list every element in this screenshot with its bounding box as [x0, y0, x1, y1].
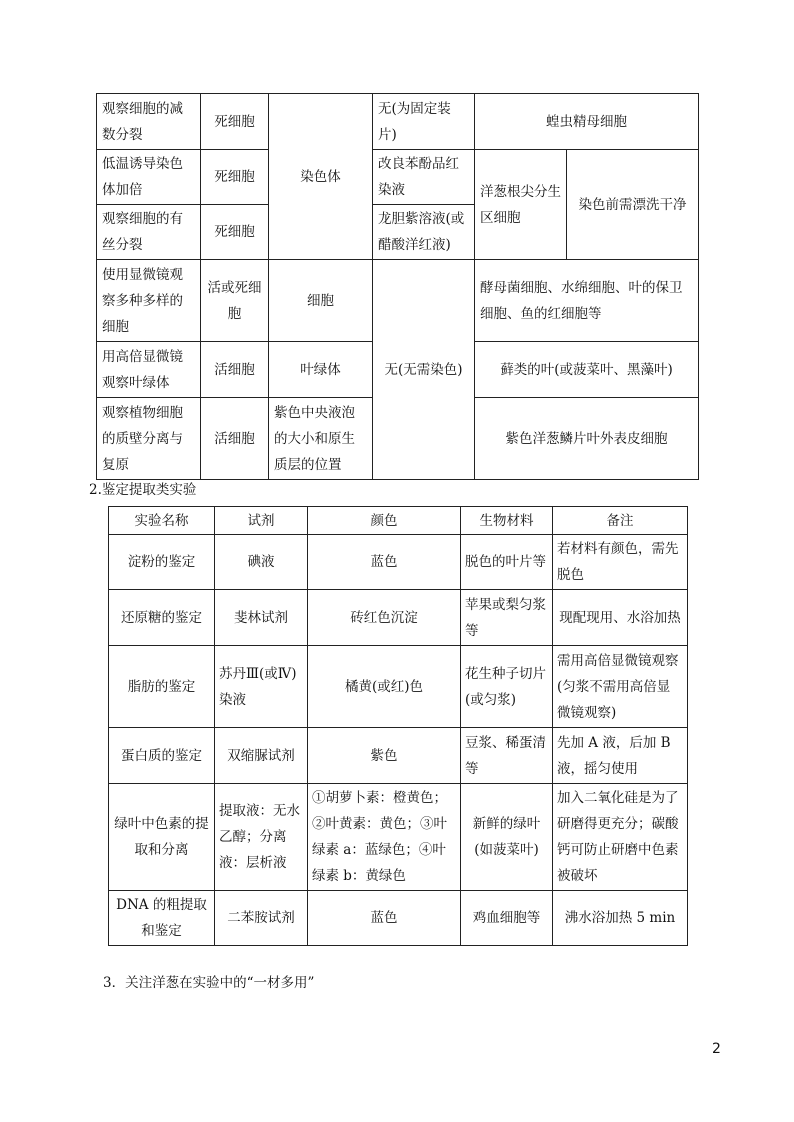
- identification-experiments-table: [108, 506, 688, 946]
- t2-cell: 二苯胺试剂: [215, 891, 308, 946]
- t1-cell: 观察植物细胞的质壁分离与复原: [97, 398, 201, 480]
- t2-cell: 蛋白质的鉴定: [109, 728, 215, 784]
- t1-cell: 用高倍显微镜观察叶绿体: [97, 342, 201, 398]
- t1-cell: 观察细胞的有丝分裂: [97, 205, 201, 260]
- t1-cell: 使用显微镜观察多种多样的细胞: [97, 260, 201, 342]
- t2-header: 试剂: [215, 507, 308, 535]
- t2-cell: 脱色的叶片等: [461, 535, 553, 590]
- t1-cell: 死细胞: [201, 205, 269, 260]
- page-number: 2: [712, 1041, 721, 1057]
- t1-cell: 观察细胞的减数分裂: [97, 94, 201, 150]
- t1-cell: 龙胆紫溶液(或醋酸洋红液): [373, 205, 475, 260]
- t1-cell: 染色体: [269, 94, 373, 260]
- t2-cell: 花生种子切片(或匀浆): [461, 646, 553, 728]
- t1-cell: 细胞: [269, 260, 373, 342]
- t2-cell: 双缩脲试剂: [215, 728, 308, 784]
- t2-cell: 碘液: [215, 535, 308, 590]
- t1-cell: 紫色洋葱鳞片叶外表皮细胞: [475, 398, 699, 480]
- t2-cell: 提取液：无水乙醇；分离液：层析液: [215, 784, 308, 891]
- t2-cell: ①胡萝卜素：橙黄色；②叶黄素：黄色；③叶绿素 a：蓝绿色；④叶绿素 b：黄绿色: [308, 784, 461, 891]
- t1-cell: 酵母菌细胞、水绵细胞、叶的保卫细胞、鱼的红细胞等: [475, 260, 699, 342]
- t2-cell: 需用高倍显微镜观察(匀浆不需用高倍显微镜观察): [553, 646, 688, 728]
- t2-cell: 橘黄(或红)色: [308, 646, 461, 728]
- t1-cell: 改良苯酚品红染液: [373, 150, 475, 205]
- t2-cell: 蓝色: [308, 891, 461, 946]
- t2-cell: 苏丹Ⅲ(或Ⅳ)染液: [215, 646, 308, 728]
- t2-cell: 现配现用、水浴加热: [553, 590, 688, 646]
- t2-cell: 先加 A 液，后加 B 液，摇匀使用: [553, 728, 688, 784]
- t1-cell: 无(无需染色): [373, 260, 475, 480]
- t2-cell: 苹果或梨匀浆等: [461, 590, 553, 646]
- t2-cell: 砖红色沉淀: [308, 590, 461, 646]
- section-2-title: 2.鉴定提取类实验: [89, 482, 197, 498]
- t2-cell: 绿叶中色素的提取和分离: [109, 784, 215, 891]
- t2-cell: 沸水浴加热 5 min: [553, 891, 688, 946]
- t1-cell: 低温诱导染色体加倍: [97, 150, 201, 205]
- t1-cell: 紫色中央液泡的大小和原生质层的位置: [269, 398, 373, 480]
- t1-cell: 蝗虫精母细胞: [475, 94, 699, 150]
- t1-cell: 染色前需漂洗干净: [567, 150, 699, 260]
- t2-header: 颜色: [308, 507, 461, 535]
- t2-header: 备注: [553, 507, 688, 535]
- t2-cell: 若材料有颜色，需先脱色: [553, 535, 688, 590]
- t1-cell: 活细胞: [201, 398, 269, 480]
- t1-cell: 死细胞: [201, 150, 269, 205]
- t2-cell: 脂肪的鉴定: [109, 646, 215, 728]
- t2-cell: 紫色: [308, 728, 461, 784]
- t2-cell: 豆浆、稀蛋清等: [461, 728, 553, 784]
- t2-header: 生物材料: [461, 507, 553, 535]
- t2-cell: 淀粉的鉴定: [109, 535, 215, 590]
- t2-cell: DNA 的粗提取和鉴定: [109, 891, 215, 946]
- t2-cell: 还原糖的鉴定: [109, 590, 215, 646]
- t1-cell: 无(为固定装片): [373, 94, 475, 150]
- t1-cell: 活或死细胞: [201, 260, 269, 342]
- t2-header: 实验名称: [109, 507, 215, 535]
- t1-cell: 死细胞: [201, 94, 269, 150]
- t1-cell: 洋葱根尖分生区细胞: [475, 150, 567, 260]
- observation-experiments-table: [96, 93, 699, 480]
- t2-cell: 鸡血细胞等: [461, 891, 553, 946]
- t2-cell: 斐林试剂: [215, 590, 308, 646]
- section-3-title: 3．关注洋葱在实验中的“一材多用”: [103, 975, 315, 991]
- t2-cell: 新鲜的绿叶(如菠菜叶): [461, 784, 553, 891]
- t1-cell: 活细胞: [201, 342, 269, 398]
- t1-cell: 叶绿体: [269, 342, 373, 398]
- t2-cell: 蓝色: [308, 535, 461, 590]
- t2-cell: 加入二氧化硅是为了研磨得更充分；碳酸钙可防止研磨中色素被破坏: [553, 784, 688, 891]
- t1-cell: 藓类的叶(或菠菜叶、黑藻叶): [475, 342, 699, 398]
